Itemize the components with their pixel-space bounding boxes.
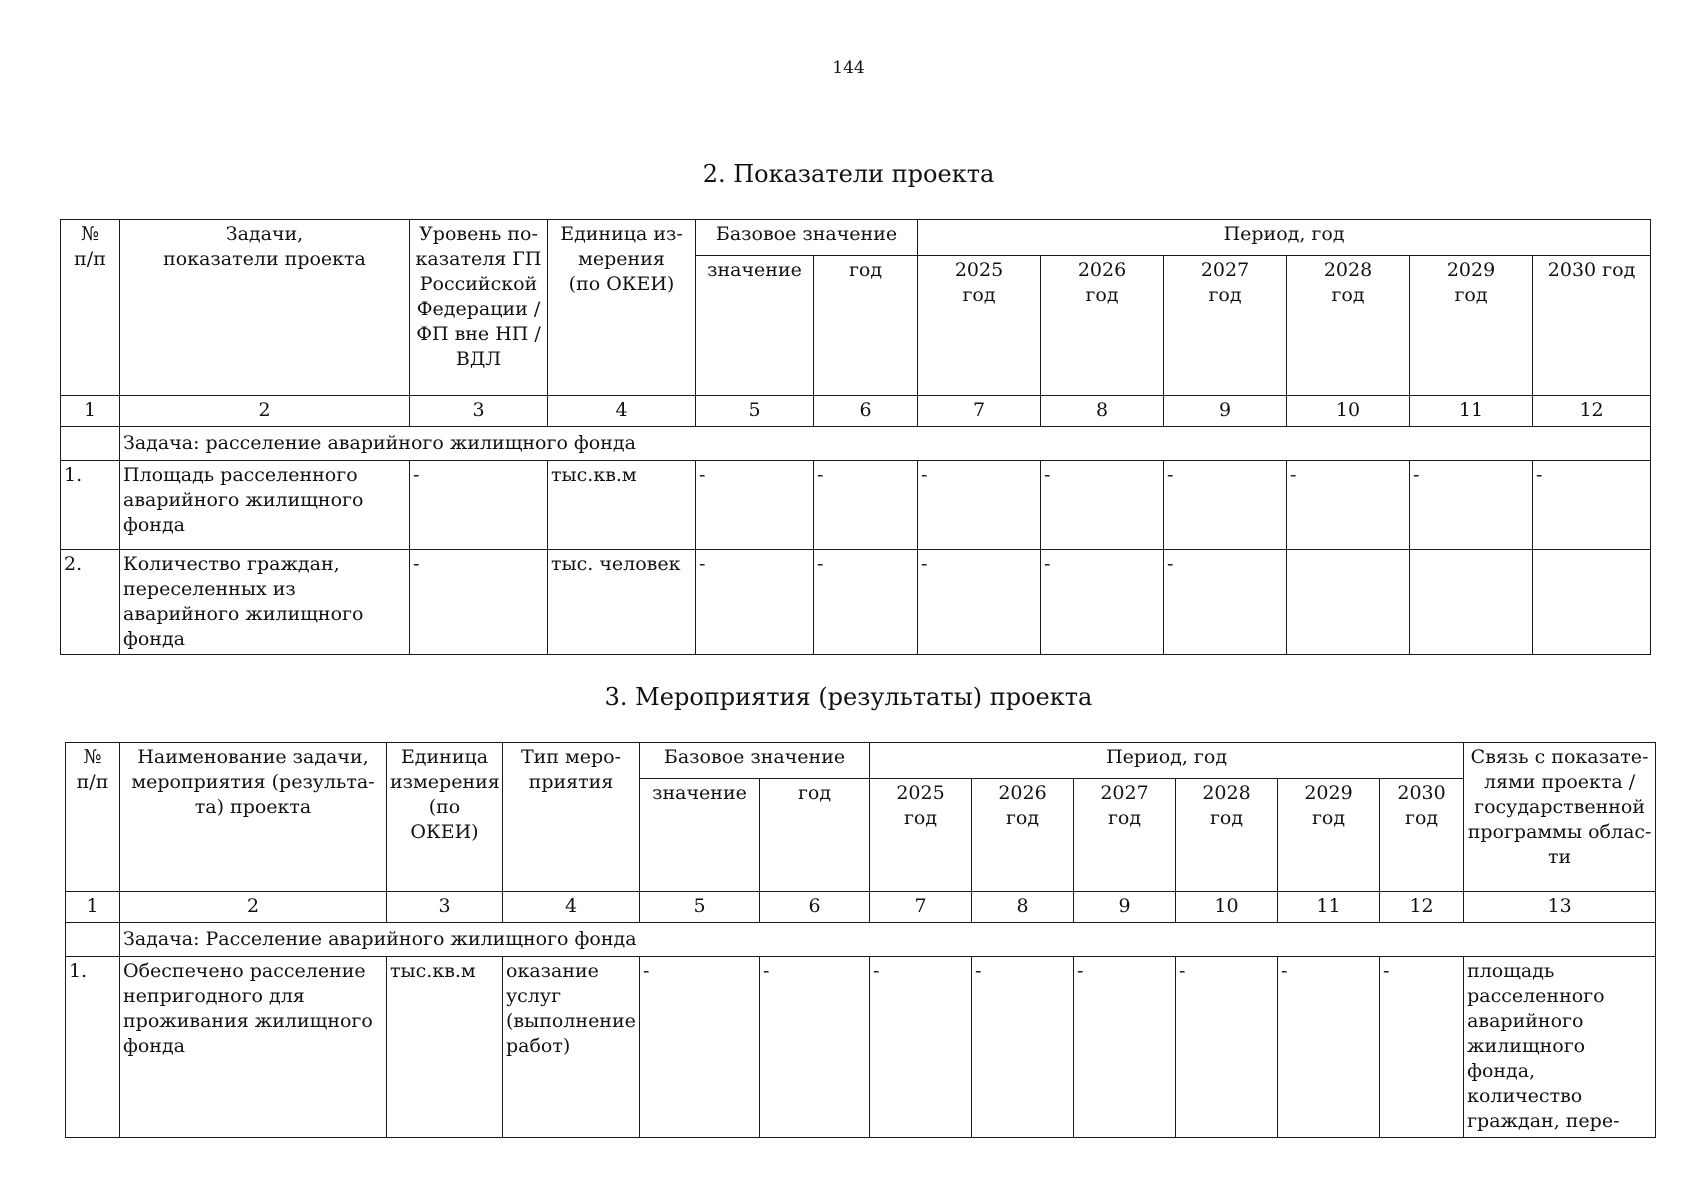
col-number: 11 bbox=[1278, 892, 1380, 923]
header-base: Базовое значение bbox=[640, 743, 870, 779]
header-base-value: значение bbox=[640, 779, 760, 892]
header-year-2028: 2028 год bbox=[1287, 256, 1410, 396]
col-number: 1 bbox=[61, 396, 120, 427]
col-number: 10 bbox=[1287, 396, 1410, 427]
header-year-2026: 2026 год bbox=[972, 779, 1074, 892]
col-number: 9 bbox=[1074, 892, 1176, 923]
header-year-2029: 2029 год bbox=[1410, 256, 1533, 396]
row-base-value: - bbox=[696, 550, 814, 655]
row-unit: тыс. человек bbox=[548, 550, 696, 655]
row-base-year: - bbox=[760, 957, 870, 1138]
page-number: 144 bbox=[832, 58, 865, 78]
col-number: 5 bbox=[696, 396, 814, 427]
row-base-year: - bbox=[814, 550, 918, 655]
header-year-2025: 2025 год bbox=[918, 256, 1041, 396]
header-year-2025: 2025 год bbox=[870, 779, 972, 892]
header-year-2030: 2030 год bbox=[1380, 779, 1464, 892]
task-row-empty bbox=[61, 427, 120, 461]
row-2029 bbox=[1410, 550, 1533, 655]
col-number: 5 bbox=[640, 892, 760, 923]
row-2028: - bbox=[1287, 461, 1410, 550]
row-name: Площадь расселенного аварийного жилищного фонда bbox=[120, 461, 410, 550]
header-base: Базовое значение bbox=[696, 220, 918, 256]
header-year-2030: 2030 год bbox=[1533, 256, 1651, 396]
row-num: 1. bbox=[61, 461, 120, 550]
header-year-2027: 2027 год bbox=[1074, 779, 1176, 892]
header-base-year: год bbox=[760, 779, 870, 892]
col-number: 7 bbox=[918, 396, 1041, 427]
table-row bbox=[61, 461, 1651, 550]
header-year-2028: 2028 год bbox=[1176, 779, 1278, 892]
header-type: Тип меро- приятия bbox=[503, 743, 640, 892]
section-3-title: 3. Мероприятия (результаты) проекта bbox=[604, 683, 1093, 711]
table-row bbox=[61, 550, 1651, 655]
header-period: Период, год bbox=[870, 743, 1464, 779]
row-2029: - bbox=[1410, 461, 1533, 550]
header-year-2029: 2029 год bbox=[1278, 779, 1380, 892]
row-unit: тыс.кв.м bbox=[548, 461, 696, 550]
row-2030: - bbox=[1380, 957, 1464, 1138]
col-number: 8 bbox=[972, 892, 1074, 923]
section-2-title: 2. Показатели проекта bbox=[702, 160, 995, 188]
col-number: 13 bbox=[1464, 892, 1656, 923]
col-number: 2 bbox=[120, 396, 410, 427]
header-level: Уровень по- казателя ГП Российской Федерации / ФП вне НП / ВДЛ bbox=[410, 220, 548, 396]
row-base-value: - bbox=[640, 957, 760, 1138]
col-number: 12 bbox=[1380, 892, 1464, 923]
col-number: 10 bbox=[1176, 892, 1278, 923]
task-row-empty bbox=[66, 923, 120, 957]
col-number: 12 bbox=[1533, 396, 1651, 427]
row-level: - bbox=[410, 461, 548, 550]
header-year-2027: 2027 год bbox=[1164, 256, 1287, 396]
row-2025: - bbox=[918, 550, 1041, 655]
col-number: 3 bbox=[387, 892, 503, 923]
col-number: 2 bbox=[120, 892, 387, 923]
row-2030 bbox=[1533, 550, 1651, 655]
col-number: 6 bbox=[814, 396, 918, 427]
task-label: Задача: расселение аварийного жилищного фонда bbox=[120, 427, 1651, 461]
row-num: 2. bbox=[61, 550, 120, 655]
row-2028: - bbox=[1176, 957, 1278, 1138]
header-unit: Единица из- мерения (по ОКЕИ) bbox=[548, 220, 696, 396]
header-base-year: год bbox=[814, 256, 918, 396]
header-num: № п/п bbox=[66, 743, 120, 892]
row-name: Количество граждан, переселенных из аварийного жилищного фонда bbox=[120, 550, 410, 655]
row-2027: - bbox=[1164, 461, 1287, 550]
row-2027: - bbox=[1164, 550, 1287, 655]
header-base-value: значение bbox=[696, 256, 814, 396]
project-activities-table bbox=[65, 742, 1656, 1138]
row-num: 1. bbox=[66, 957, 120, 1138]
header-unit: Единица измерения (по ОКЕИ) bbox=[387, 743, 503, 892]
row-2030: - bbox=[1533, 461, 1651, 550]
row-base-value: - bbox=[696, 461, 814, 550]
col-number: 9 bbox=[1164, 396, 1287, 427]
col-number: 6 bbox=[760, 892, 870, 923]
row-level: - bbox=[410, 550, 548, 655]
project-indicators-table bbox=[60, 219, 1651, 655]
row-base-year: - bbox=[814, 461, 918, 550]
row-unit: тыс.кв.м bbox=[387, 957, 503, 1138]
header-period: Период, год bbox=[918, 220, 1651, 256]
col-number: 4 bbox=[548, 396, 696, 427]
table-row bbox=[66, 957, 1656, 1138]
row-2027: - bbox=[1074, 957, 1176, 1138]
col-number: 4 bbox=[503, 892, 640, 923]
header-tasks: Задачи, показатели проекта bbox=[120, 220, 410, 396]
row-2029: - bbox=[1278, 957, 1380, 1138]
header-link: Связь с показате- лями проекта / государственной программы облас- ти bbox=[1464, 743, 1656, 892]
row-2028 bbox=[1287, 550, 1410, 655]
col-number: 3 bbox=[410, 396, 548, 427]
header-num: № п/п bbox=[61, 220, 120, 396]
header-year-2026: 2026 год bbox=[1041, 256, 1164, 396]
col-number: 7 bbox=[870, 892, 972, 923]
row-2025: - bbox=[918, 461, 1041, 550]
col-number: 1 bbox=[66, 892, 120, 923]
row-name: Обеспечено расселение непригодного для проживания жилищного фонда bbox=[120, 957, 387, 1138]
row-2026: - bbox=[1041, 550, 1164, 655]
row-2026: - bbox=[972, 957, 1074, 1138]
col-number: 11 bbox=[1410, 396, 1533, 427]
row-2026: - bbox=[1041, 461, 1164, 550]
row-type: оказание услуг (выполнение работ) bbox=[503, 957, 640, 1138]
header-name: Наименование задачи, мероприятия (результа- та) проекта bbox=[120, 743, 387, 892]
task-label: Задача: Расселение аварийного жилищного фонда bbox=[120, 923, 1656, 957]
row-2025: - bbox=[870, 957, 972, 1138]
row-link: площадь расселенного аварийного жилищного фонда, количество граждан, пере- bbox=[1464, 957, 1656, 1138]
col-number: 8 bbox=[1041, 396, 1164, 427]
